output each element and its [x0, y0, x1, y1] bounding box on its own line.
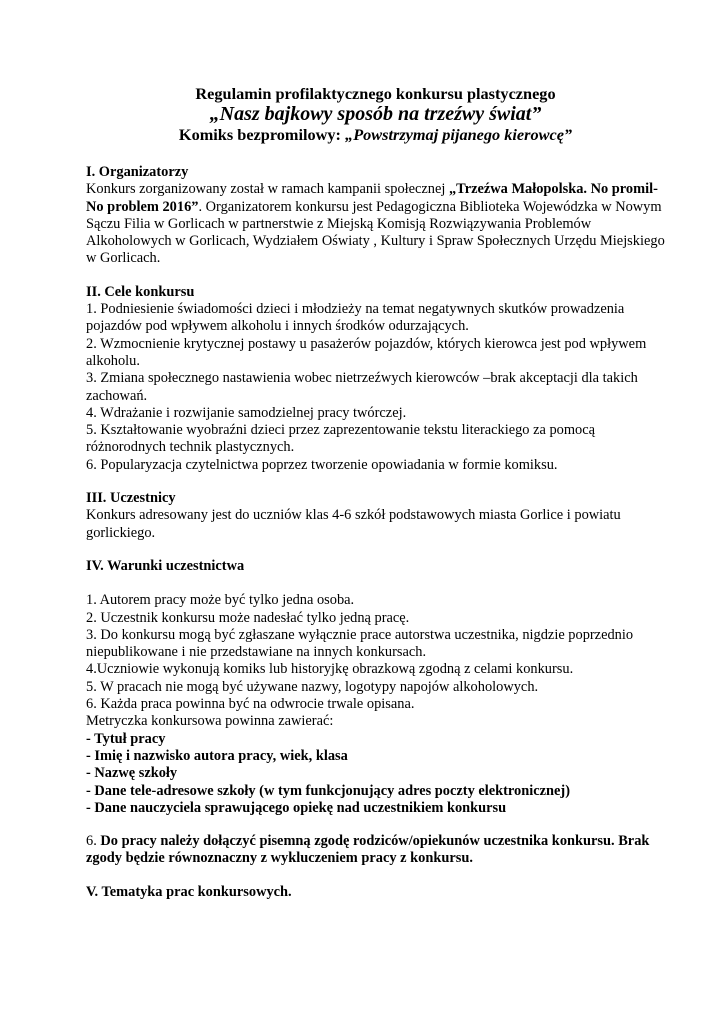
participants-text: Konkurs adresowany jest do uczniów klas 4-6 szkół podstawowych miasta Gorlice i powiatu gorlickiego. — [86, 507, 621, 541]
list-item: 3. Zmiana społecznego nastawienia wobec nietrzeźwych kierowców –brak akceptacji dla takich zachowań. — [86, 370, 638, 404]
consent-number: 6. — [86, 833, 101, 850]
section-organizers — [86, 164, 665, 268]
section-conditions — [86, 558, 665, 817]
list-item: 3. Do konkursu mogą być zgłaszane wyłącznie prace autorstwa uczestnika, nigdzie poprzednio niepublikowane i nie przedstawiane na innych konkursach. — [86, 626, 634, 661]
organizers-text-b: . Organizatorem konkursu jest Pedagogiczna Biblioteka Wojewódzka w Nowym Sączu Filia w Gorlicach w partnerstwie z Miejską Komisją Rozwiązywania Problemów Alkoholowych w Gorlicach, Wydziałem Oświaty , Kultury i Spraw Społecznych Urzędu Miejskiego w Gorlicach. — [86, 198, 665, 267]
consent-bold: Do pracy należy dołączyć pisemną zgodę rodziców/opiekunów uczestnika konkursu. Brak zgody będzie równoznaczny z wykluczeniem pracy z konkursu. — [86, 833, 650, 867]
organizers-text — [86, 181, 665, 267]
metric-item: - Dane tele-adresowe szkoły (w tym funkcjonujący adres poczty elektronicznej) — [86, 782, 571, 799]
section-heading: III. Uczestnicy — [86, 490, 176, 507]
section-heading: IV. Warunki uczestnictwa — [86, 557, 245, 574]
list-item: 1. Autorem pracy może być tylko jedna osoba. — [86, 592, 355, 609]
consent-text — [86, 833, 665, 868]
organizers-text-a: Konkurs zorganizowany został w ramach kampanii społecznej — [86, 181, 449, 198]
campaign-name: „Trzeźwa Małopolska. No promil-No problem 2016” — [86, 181, 658, 215]
title-block — [86, 84, 665, 144]
list-item: 6. Popularyzacja czytelnictwa poprzez tworzenie opowiadania w formie komiksu. — [86, 456, 558, 473]
list-item: 2. Uczestnik konkursu może nadesłać tylko jedną pracę. — [86, 609, 410, 626]
list-item: 4. Wdrażanie i rozwijanie samodzielnej pracy twórczej. — [86, 404, 407, 421]
subtitle-prefix: Komiks bezpromilowy: — [178, 125, 346, 144]
metric-item: - Nazwę szkoły — [86, 765, 178, 782]
section-heading: V. Tematyka prac konkursowych. — [86, 883, 292, 900]
metric-item: - Tytuł pracy — [86, 730, 166, 747]
list-item: 6. Każda praca powinna być na odwrocie trwale opisana. — [86, 696, 415, 713]
list-item: Metryczka konkursowa powinna zawierać: — [86, 713, 334, 730]
list-item: 2. Wzmocnienie krytycznej postawy u pasażerów pojazdów, których kierowca jest pod wpływem alkoholu. — [86, 335, 647, 369]
subtitle-italic: „Powstrzymaj pijanego kierowcę” — [345, 125, 573, 144]
list-item: 5. Kształtowanie wyobraźni dzieci przez zaprezentowanie tekstu literackiego za pomocą różnorodnych technik plastycznych. — [86, 422, 596, 456]
section-goals — [86, 284, 665, 474]
list-item: 1. Podniesienie świadomości dzieci i młodzieży na temat negatywnych skutków prowadzenia pojazdów pod wpływem alkoholu i innych środków odurzających. — [86, 301, 625, 335]
section-heading: I. Organizatorzy — [86, 164, 189, 180]
metric-item: - Imię i nazwisko autora pracy, wiek, klasa — [86, 747, 348, 764]
list-item: 5. W pracach nie mogą być używane nazwy, logotypy napojów alkoholowych. — [86, 678, 539, 695]
section-heading: II. Cele konkursu — [86, 283, 195, 300]
document-title: Regulamin profilaktycznego konkursu plastycznego — [195, 84, 556, 103]
contest-title: „Nasz bajkowy sposób na trzeźwy świat” — [209, 103, 542, 125]
contest-subtitle — [86, 125, 665, 144]
section-topics — [86, 884, 665, 901]
list-item: 4.Uczniowie wykonują komiks lub historyjkę obrazkową zgodną z celami konkursu. — [86, 661, 574, 678]
metric-item: - Dane nauczyciela sprawującego opiekę nad uczestnikiem konkursu — [86, 799, 507, 816]
section-participants — [86, 490, 665, 542]
consent-paragraph — [86, 833, 665, 868]
